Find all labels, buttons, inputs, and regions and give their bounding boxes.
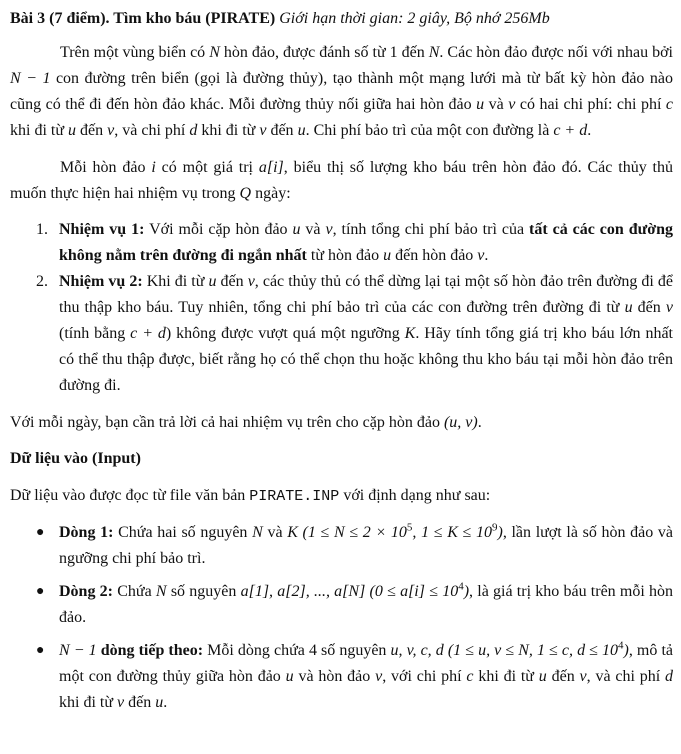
input-line-3: ● N − 1 dòng tiếp theo: Mỗi dòng chứa 4 số nguyên u, v, c, d (1 ≤ u, v ≤ N, 1 ≤ c, $d \le 10^4$), mô tả một con đường thủy giữa hòn đảo u và hòn đảo v, với chi phí c khi đi từ u đến v, và chi phí d khi đi từ v đến u. xyxy=(36,639,674,711)
task-1: 1. Nhiệm vụ 1: Với mỗi cặp hòn đảo u và v, tính tổng chi phí bảo trì của tất cả các con đường không nằm trên đường đi ngắn nhất từ hòn đảo u đến hòn đảo v. xyxy=(10,217,673,269)
task-2-number: 2. xyxy=(36,273,48,290)
paragraph-treasure: Mỗi hòn đảo i có một giá trị a[i], biểu thị số lượng kho báu trên hòn đảo đó. Các thủy thủ muốn thực hiện hai nhiệm vụ trong Q ngày: xyxy=(10,159,673,202)
paragraph-islands: Trên một vùng biển có N hòn đảo, được đánh số từ 1 đến N. Các hòn đảo được nối với nhau bởi N − 1 con đường trên biển (gọi là đường thủy), tạo thành một mạng lưới mà từ bất kỳ hòn đảo nào cũng có thể đi đến hòn đảo khác. Mỗi đường thủy nối giữa hai hòn đảo u và v có hai chi phí: chi phí c khi đi từ u đến v, và chi phí d khi đi từ v đến u. Chi phí bảo trì của một con đường là c + d. xyxy=(10,44,674,139)
title-limits: Giới hạn thời gian: 2 giây, Bộ nhớ 256Mb xyxy=(279,10,550,27)
task-1-label: Nhiệm vụ 1: xyxy=(59,221,145,238)
task-2-label: Nhiệm vụ 2: xyxy=(59,273,143,290)
input-line-1: ● Dòng 1: Chứa hai số nguyên N và K ($1 \le N \le 2 \times 10^5$, $1 \le K \le 10^9$), lần lượt là số hòn đảo và ngưỡng chi phí bảo trì. xyxy=(36,521,674,567)
input-filename: PIRATE.INP xyxy=(249,488,340,505)
task-list xyxy=(10,217,673,399)
bullet-icon: ● xyxy=(36,584,45,599)
task-2: 2. Nhiệm vụ 2: Khi đi từ u đến v, các thủy thủ có thể dừng lại tại một số hòn đảo trên đường đi để thu thập kho báu. Tuy nhiên, tổng chi phí bảo trì của các con đường trên đường đi từ u đến v (tính bằng c + d) không được vượt quá một ngưỡng K. Hãy tính tổng giá trị kho báu lớn nhất có thể thu thập được, biết rằng họ có thể chọn thu hoặc không thu kho báu tại mỗi hòn đảo trên đường đi. xyxy=(10,269,673,399)
paragraph-daily: Với mỗi ngày, bạn cần trả lời cả hai nhiệm vụ trên cho cặp hòn đảo (u, v). xyxy=(10,414,482,431)
input-line-2: ● Dòng 2: Chứa N số nguyên a[1], a[2], ..., a[N] $(0 \le a[i] \le 10^4)$, là giá trị kho báu trên mỗi hòn đảo. xyxy=(36,580,674,626)
task-1-number: 1. xyxy=(36,221,48,238)
input-intro: Dữ liệu vào được đọc từ file văn bản PIRATE.INP với định dạng như sau: xyxy=(10,487,491,505)
input-format-list xyxy=(10,520,673,716)
bullet-icon: ● xyxy=(36,525,45,540)
title-bold: Bài 3 (7 điểm). Tìm kho báu (PIRATE) xyxy=(10,10,276,27)
bullet-icon: ● xyxy=(36,643,45,658)
problem-title xyxy=(10,6,673,32)
input-heading: Dữ liệu vào (Input) xyxy=(10,450,141,467)
